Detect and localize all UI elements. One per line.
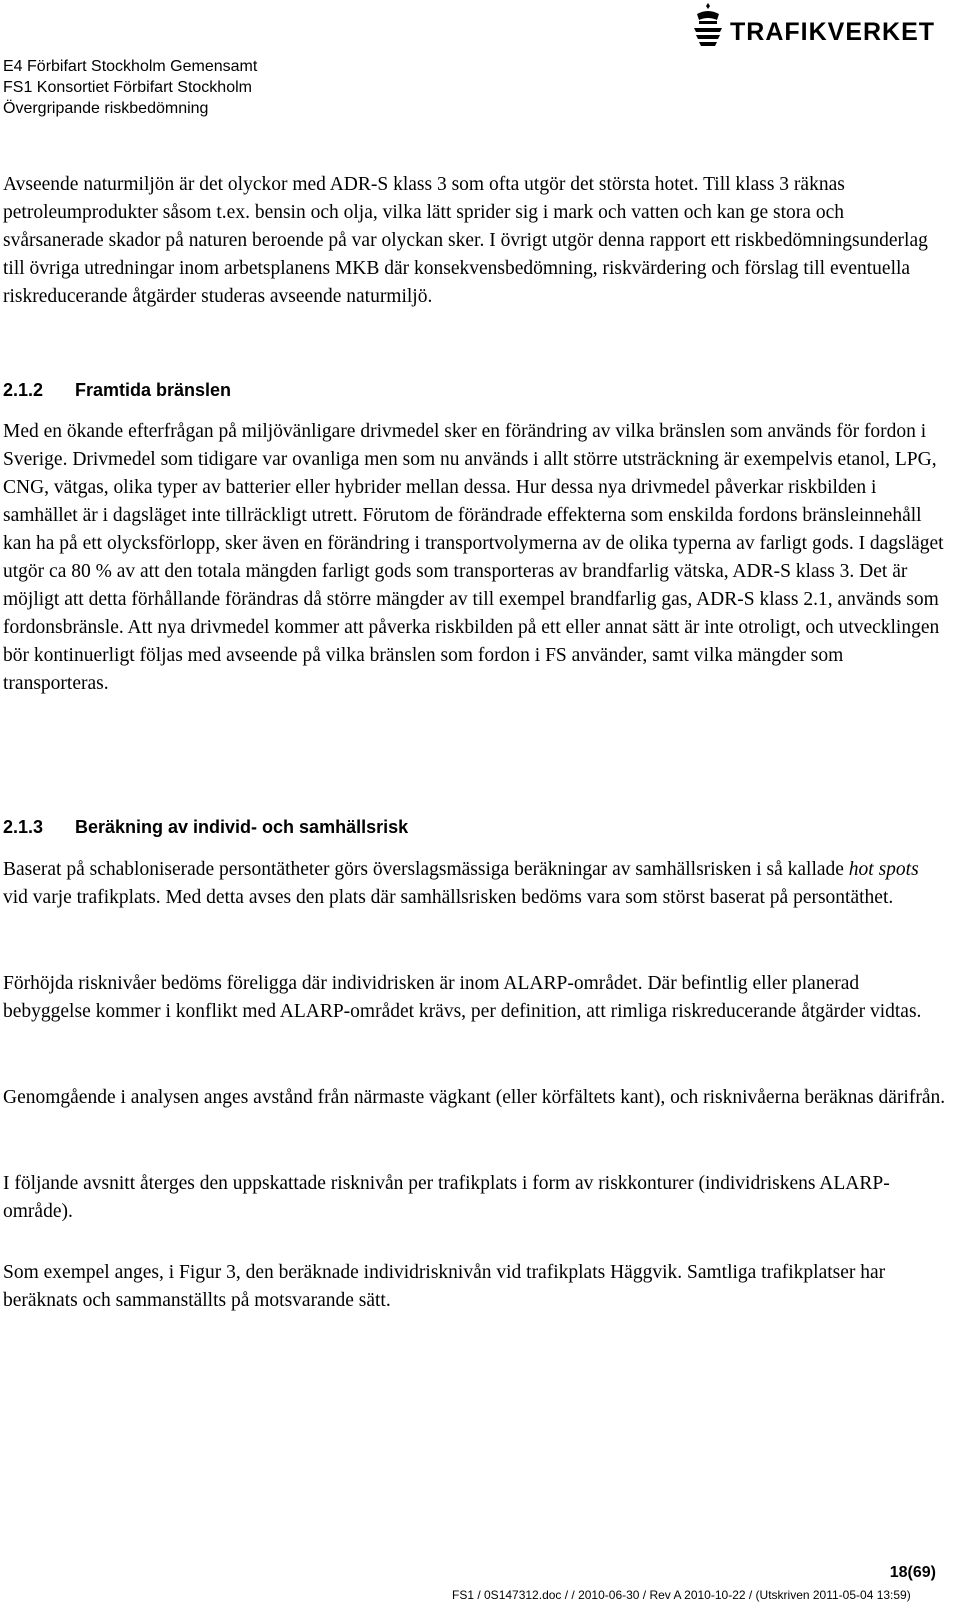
section-2-1-2-body (3, 418, 948, 698)
trafikverket-logo (690, 2, 958, 48)
future-fuels-paragraph: Med en ökande efterfrågan på miljövänligare drivmedel sker en förändring av vilka bränslen som används för fordon i Sverige. Drivmedel som tidigare var ovanliga men som nu används i allt större utsträckning är exempelvis etanol, LPG, CNG, vätgas, olika typer av batterier eller hybrider mellan dessa. Hur dessa nya drivmedel påverkar riskbilden i samhället är i dagsläget inte tillräckligt utrett. Förutom de förändrade effekterna som enskilda fordons bränsleinnehåll kan ha på ett olycksförlopp, sker även en förändring i transportvolymerna av de olika typerna av farligt gods. I dagsläget utgör ca 80 % av att den totala mängden farligt gods som transporteras av brandfarlig vätska, ADR-S klass 3. Det är möjligt att detta förhållande förändras då större mängder av till exempel brandfarlig gas, ADR-S klass 2.1, används som fordonsbränsle. Att nya drivmedel kommer att påverka riskbilden på ett eller annat sätt är inte otroligt, och utvecklingen bör kontinuerligt följas med avseende på vilka bränslen som fordon i FS använder, samt vilka mängder som transporteras. (3, 421, 944, 694)
contours-section (3, 1170, 948, 1226)
distance-section (3, 1084, 948, 1112)
section-title: Beräkning av individ- och samhällsrisk (75, 817, 409, 837)
hot-spots-term: hot spots (848, 859, 919, 880)
document-reference: FS1 / 0S147312.doc / / 2010-06-30 / Rev A 2010-10-22 / (Utskriven 2011-05-04 13:59) (452, 1588, 911, 1602)
header-document-title: Övergripande riskbedömning (3, 100, 209, 117)
section-number: 2.1.2 (3, 380, 44, 400)
contours-paragraph: I följande avsnitt återges den uppskattade risknivån per trafikplats i form av riskkonturer (individriskens ALARP-område). (3, 1173, 890, 1222)
intro-paragraph: Avseende naturmiljön är det olyckor med ADR-S klass 3 som ofta utgör det största hotet. Till klass 3 räknas petroleumprodukter såsom t.ex. bensin och olja, vilka lätt sprider sig i mark och vatten och kan ge stora och svårsanerade skador på naturen beroende på var olyckan sker. I övrigt utgör denna rapport ett riskbedömningsunderlag till övriga utredningar inom arbetsplanens MKB där konsekvensbedömning, riskvärdering och förslag till eventuella riskreducerande åtgärder studeras avseende naturmiljö. (3, 174, 928, 307)
crown-emblem-icon (690, 2, 726, 48)
alarp-section (3, 970, 948, 1026)
page-number: 18(69) (889, 1564, 936, 1581)
example-section (3, 1259, 948, 1315)
hot-spots-paragraph: Baserat på schabloniserade persontätheter görs överslagsmässiga beräkningar av samhällsrisken i så kallade hot spots vid varje trafikplats. Med detta avses den plats där samhällsrisken bedöms vara som störst baserat på persontäthet. (3, 859, 919, 908)
distance-paragraph: Genomgående i analysen anges avstånd från närmaste vägkant (eller körfältets kant), och risknivåerna beräknas därifrån. (3, 1087, 946, 1108)
logo-wordmark: TRAFIKVERKET (730, 18, 936, 46)
header-project: E4 Förbifart Stockholm Gemensamt (3, 58, 258, 75)
section-number: 2.1.3 (3, 817, 44, 837)
section-title: Framtida bränslen (75, 380, 232, 400)
example-paragraph: Som exempel anges, i Figur 3, den beräknade individrisknivån vid trafikplats Häggvik. Samtliga trafikplatser har beräknats och sammanställts på motsvarande sätt. (3, 1262, 886, 1311)
header-consortium: FS1 Konsortiet Förbifart Stockholm (3, 79, 252, 96)
section-heading-2-1-3 (3, 817, 408, 838)
document-header (3, 56, 257, 119)
alarp-paragraph: Förhöjda risknivåer bedöms föreligga där individrisken är inom ALARP-området. Där befintlig eller planerad bebyggelse kommer i konflikt med ALARP-området krävs, per definition, att rimliga riskreducerande åtgärder vidtas. (3, 973, 922, 1022)
section-heading-2-1-2 (3, 380, 231, 401)
section-2-1-3-body (3, 856, 948, 912)
intro-section (3, 171, 948, 311)
